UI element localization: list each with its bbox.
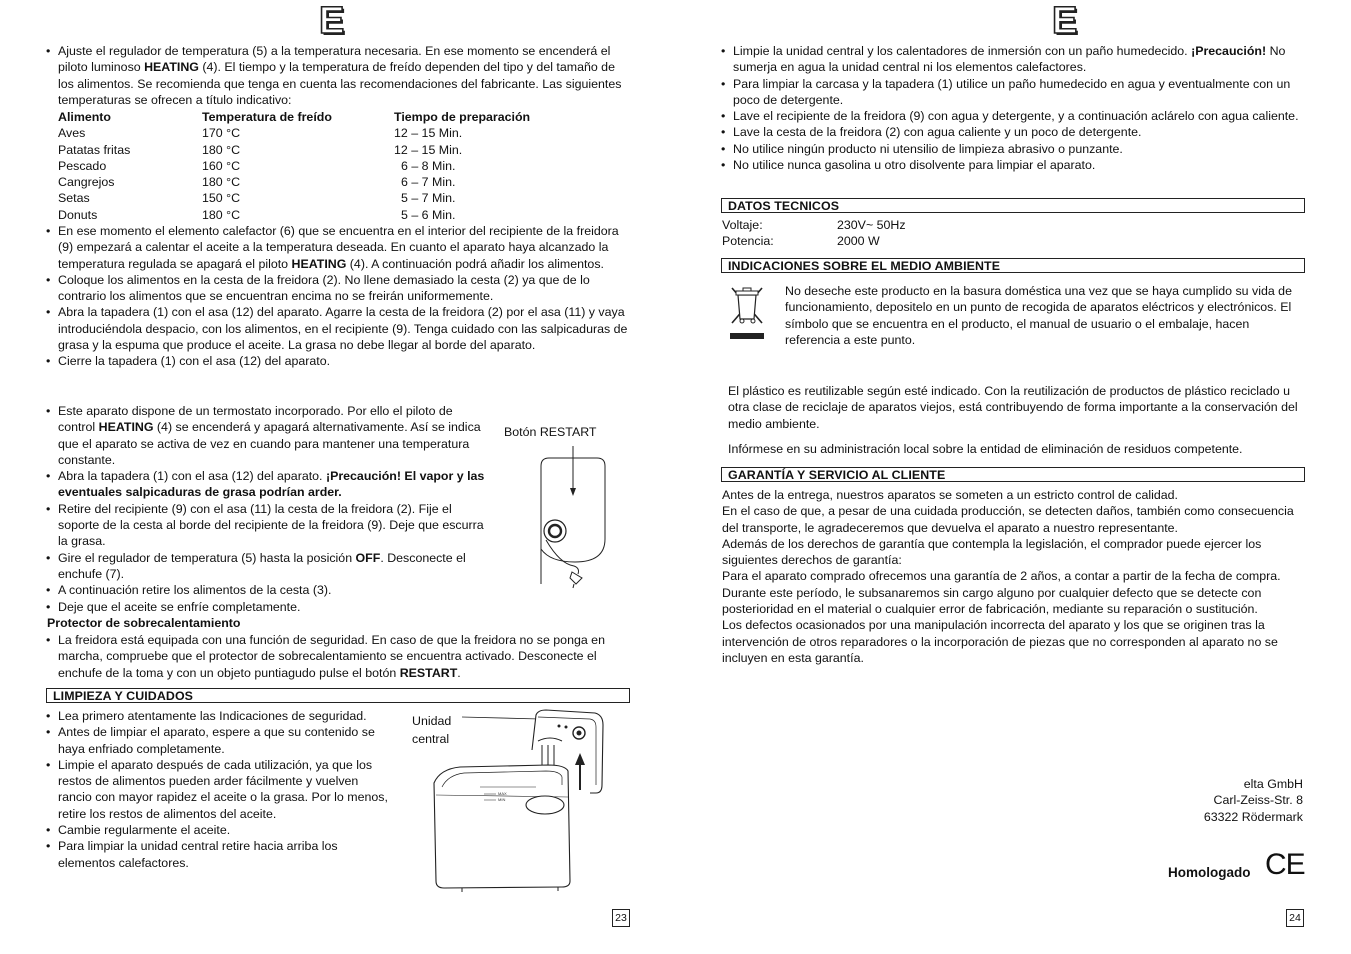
table-header: Temperatura de freído <box>202 110 332 124</box>
warranty-paragraph: Los defectos ocasionados por una manipulación incorrecta del aparato y los que se originen tras la intervención de otros reparadores o la incorporación de piezas que no corresponden al aparato no se incluyen en esta garantía. <box>722 618 1278 665</box>
max-mark: MAX <box>498 791 507 796</box>
instructions-block-1 <box>46 223 631 370</box>
cleaning-continued-block <box>721 43 1306 173</box>
plastic-text: El plástico es reutilizable según esté indicado. Con la reutilización de productos de plástico reciclado u otra clase de reciclaje de aparatos viejos, está contribuyendo de forma importante a la conservación del medio ambiente. <box>728 384 1298 431</box>
right-page <box>675 0 1351 954</box>
list-item: • Abra la tapadera (1) con el asa (12) del aparato. Agarre la cesta de la freidora (2) por el asa (11) y vaya introduciéndola despacio, con los alimentos, en el recipiente (9). Tenga cuidado con las salpicaduras de grasa y la espuma que produce el aceite. La grasa no debe llegar al borde del aparato. <box>46 304 631 353</box>
list-item: • No utilice nunca gasolina u otro disolvente para limpiar el aparato. <box>721 157 1306 173</box>
list-item: • Cierre la tapadera (1) con el asa (12) del aparato. <box>46 353 631 369</box>
list-item: • No utilice ningún producto ni utensilio de limpieza abrasivo o punzante. <box>721 141 1306 157</box>
list-item: • Limpie la unidad central y los calentadores de inmersión con un paño humedecido. ¡Precaución! No sumerja en agua la unidad central ni los elementos calefactores. <box>721 43 1306 76</box>
bullet-adjust-temperature: • Ajuste el regulador de temperatura (5) a la temperatura necesaria. En ese momento se encenderá el piloto luminoso HEATING (4). El tiempo y la temperatura de freído dependen del tipo y del tamaño de los alimentos. Se recomienda que tenga en cuenta las recomendaciones del fabricante. Las siguientes temperaturas se ofrecen a título indicativo: <box>46 43 631 108</box>
list-item: • A continuación retire los alimentos de la cesta (3). <box>46 582 490 598</box>
address-line: 63322 Rödermark <box>1203 809 1303 824</box>
page-number: 23 <box>612 909 630 927</box>
left-page <box>0 0 675 954</box>
page-number: 24 <box>1286 909 1304 927</box>
tech-specs <box>722 217 906 250</box>
list-item: • Cambie regularmente el aceite. <box>46 822 394 838</box>
warranty-paragraph: Además de los derechos de garantía que contempla la legislación, el comprador puede ejercer los siguientes derechos de garantía: <box>722 536 1262 568</box>
list-item: • Para limpiar la carcasa y la tapadera (1) utilice un paño humedecido en agua y eventualmente con un poco de detergente. <box>721 76 1306 109</box>
homologado-label: Homologado <box>1168 865 1251 880</box>
table-row: Donuts 180 °C 5 – 6 Min. <box>58 207 456 222</box>
warranty-paragraph: Para el aparato comprado ofrecemos una garantía de 2 años, a contar a partir de la fecha de compra. Durante este período, le subsanaremos sin cargo alguno por cualquier defecto que se detecte con posterioridad en el material o cualquier error de fabricación, mediante su reparación o sustitución. <box>722 569 1281 617</box>
intro-block <box>46 43 631 108</box>
list-item: • Antes de limpiar el aparato, espere a que su contenido se haya enfriado completamente. <box>46 724 394 757</box>
weee-bin-icon <box>726 283 768 341</box>
list-item: • Lave el recipiente de la freidora (9) con agua y detergente, y a continuación aclárelo con agua caliente. <box>721 108 1306 124</box>
table-row: Pescado 160 °C 6 – 8 Min. <box>58 158 456 173</box>
warranty-text <box>722 487 1308 666</box>
list-item: • Para limpiar la unidad central retire hacia arriba los elementos calefactores. <box>46 838 394 871</box>
list-item: • Limpie el aparato después de cada utilización, ya que los restos de alimentos pueden arder fácilmente y vuelven rancio con mayor rapidez el aceite o la grasa. Por lo menos, retire los restos de alimentos del aceite. <box>46 757 394 822</box>
language-letter: E <box>1052 0 1078 42</box>
warranty-paragraph: Antes de la entrega, nuestros aparatos se someten a un estricto control de calidad. <box>722 488 1178 502</box>
environment-heading: INDICACIONES SOBRE EL MEDIO AMBIENTE <box>721 258 1305 273</box>
table-row: Aves 170 °C 12 – 15 Min. <box>58 126 463 141</box>
list-item: • La freidora está equipada con una función de seguridad. En caso de que la freidora no se ponga en marcha, compruebe que el protector de sobrecalentamiento se encuentra activado. Desconecte el enchufe de la toma y con un objeto puntiagudo pulse el botón RESTART. <box>46 632 631 681</box>
tech-heading: DATOS TECNICOS <box>721 198 1305 213</box>
restart-button-illustration <box>530 444 610 589</box>
list-item: • Retire del recipiente (9) con el asa (11) la cesta de la freidora (2). Fije el soporte de la cesta al borde del recipiente de la freidora (9). Deje que escurra la grasa. <box>46 501 490 550</box>
address-line: elta GmbH <box>1243 777 1303 791</box>
table-row: Potencia: 2000 W <box>722 234 880 249</box>
restart-label: Botón RESTART <box>504 425 597 439</box>
list-item: • Abra la tapadera (1) con el asa (12) del aparato. ¡Precaución! El vapor y las eventuales salpicaduras de grasa podrían arder. <box>46 468 490 501</box>
min-mark: MIN <box>498 797 506 802</box>
table-header: Alimento <box>58 110 112 124</box>
ce-mark: CE <box>1265 848 1305 881</box>
table-header: Tiempo de preparación <box>394 110 531 124</box>
cleaning-block <box>46 708 394 871</box>
table-row: Patatas fritas 180 °C 12 – 15 Min. <box>58 142 463 157</box>
language-letter: E <box>319 0 345 42</box>
inform-text: Infórmese en su administración local sobre la entidad de eliminación de residuos competente. <box>728 442 1243 456</box>
warranty-heading: GARANTÍA Y SERVICIO AL CLIENTE <box>721 467 1305 482</box>
unit-label: Unidad central <box>412 714 452 746</box>
list-item: • Coloque los alimentos en la cesta de la freidora (2). No llene demasiado la cesta (2) ya que de lo contrario los alimentos que se encuentran encima no se freirán uniformemente. <box>46 272 631 305</box>
table-row: Setas 150 °C 5 – 7 Min. <box>58 191 456 206</box>
address-line: Carl-Zeiss-Str. 8 <box>1213 793 1303 808</box>
list-item: • Gire el regulador de temperatura (5) hasta la posición OFF. Desconecte el enchufe (7). <box>46 550 490 583</box>
warranty-paragraph: En el caso de que, a pesar de una cuidada producción, se detecten daños, también como consecuencia del transporte, le agradeceremos que devuelva el aparato a nuestro representante. <box>722 504 1294 535</box>
table-row: Cangrejos 180 °C 6 – 7 Min. <box>58 175 456 190</box>
list-item: • Este aparato dispone de un termostato incorporado. Por ello el piloto de control HEATING (4) se encenderá y apagará alternativamente. Así se indica que el aparato se activa de vez en cuando para mantener una temperatura constante. <box>46 403 490 468</box>
company-address <box>1075 776 1303 825</box>
overheat-heading: Protector de sobrecalentamiento <box>47 615 241 630</box>
frying-table <box>58 109 530 223</box>
fryer-illustration <box>420 705 620 893</box>
instructions-block-2 <box>46 403 490 631</box>
overheat-block <box>46 632 631 681</box>
environment-text: No deseche este producto en la basura doméstica una vez que se haya cumplido su vida de funcionamiento, depositelo en un punto de recogida de aparatos eléctricos y electrónicos. El símbolo que se encuentra en el producto, el manual de usuario o el embalaje, hacen referencia a este punto. <box>785 284 1292 347</box>
list-item: • Lave la cesta de la freidora (2) con agua caliente y un poco de detergente. <box>721 124 1306 140</box>
cleaning-heading: LIMPIEZA Y CUIDADOS <box>46 688 630 703</box>
table-row: Voltaje: 230V~ 50Hz <box>722 218 906 232</box>
list-item: • Lea primero atentamente las Indicaciones de seguridad. <box>46 708 394 724</box>
list-item: • En ese momento el elemento calefactor (6) que se encuentra en el interior del recipiente de la freidora (9) empezará a calentar el aceite a la temperatura deseada. En cuanto el aparato haya alcanzado la temperatura regulada se apagará el piloto HEATING (4). A continuación podrá añadir los alimentos. <box>46 223 631 272</box>
list-item: • Deje que el aceite se enfríe completamente. <box>46 599 490 615</box>
